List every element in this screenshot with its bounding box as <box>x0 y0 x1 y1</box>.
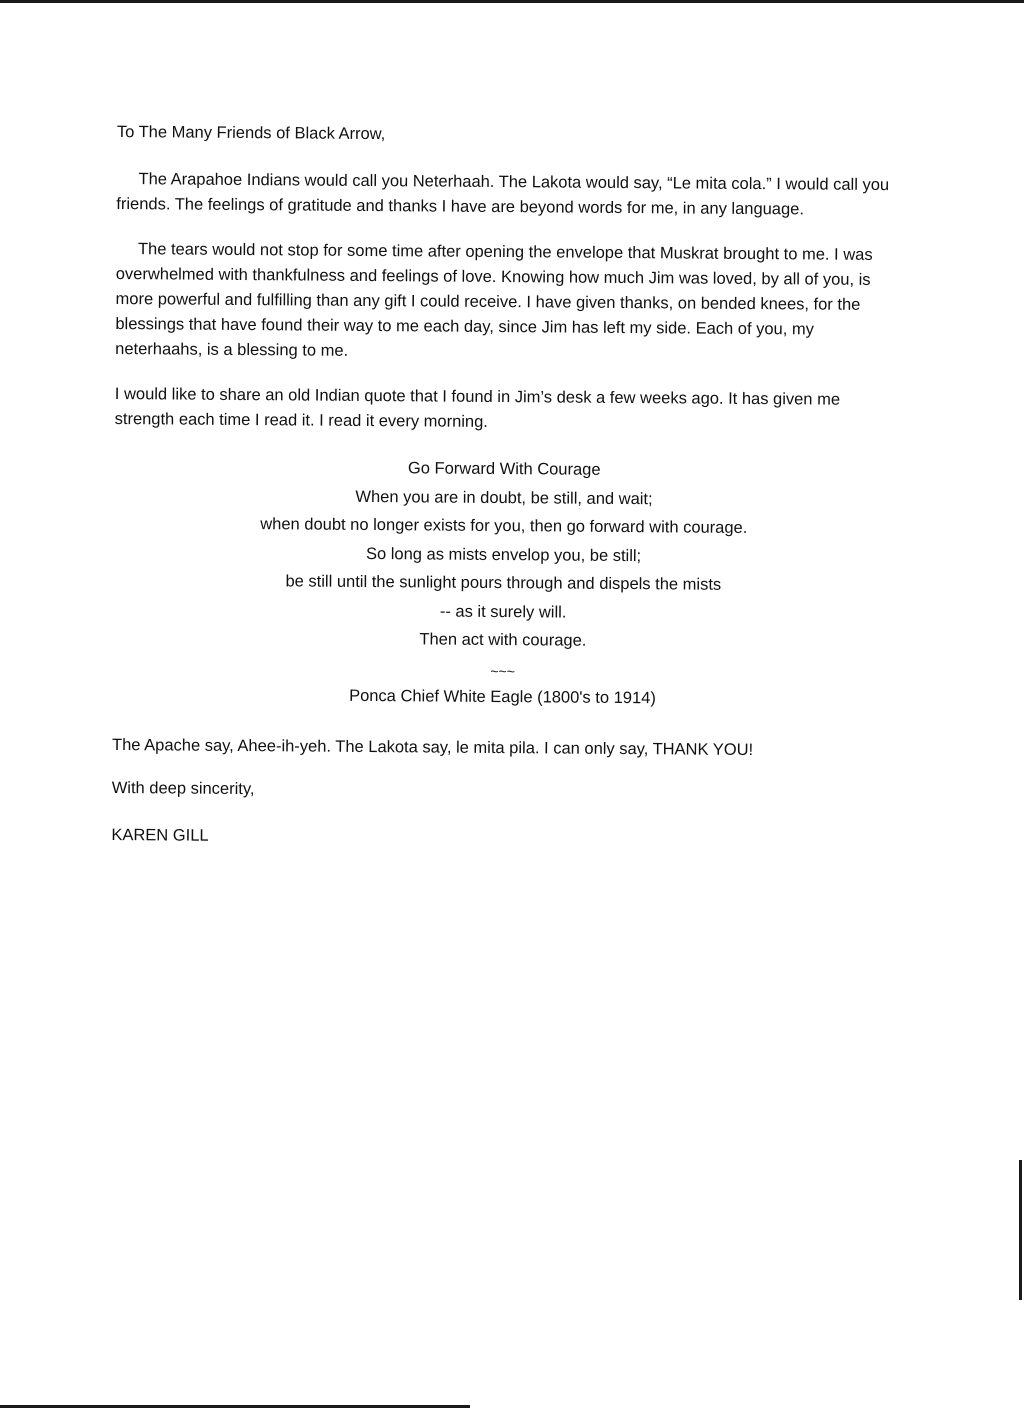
poem-line: When you are in doubt, be still, and wait; <box>355 487 653 508</box>
paragraph-tears: The tears would not stop for some time after opening the envelope that Muskrat brought to me. I was overwhelmed with thankfulness and feelings of love. Knowing how much Jim was loved, by all of you, is more powerful and fulfilling than any gift I could receive. I have given thanks, on bended knees, for the blessings that have found their way to me each day, since Jim has left my side. Each of you, my neterhaahs, is a blessing to me. <box>115 240 873 360</box>
poem-block <box>113 452 895 658</box>
signature: KAREN GILL <box>111 825 209 845</box>
paragraph-gratitude: The Arapahoe Indians would call you Neterhaah. The Lakota would say, “Le mita cola.” I would call you friends. The feelings of gratitude and thanks I have are beyond words for me, in any language. <box>116 170 890 219</box>
sign-off: With deep sincerity, <box>111 778 255 798</box>
poem-line: when doubt no longer exists for you, then go forward with courage. <box>260 515 748 537</box>
poem-attribution: Ponca Chief White Eagle (1800's to 1914) <box>349 686 656 707</box>
scan-right-edge <box>1019 1160 1022 1300</box>
poem-separator: ~~~ <box>490 662 516 679</box>
poem-line: be still until the sunlight pours through and dispels the mists <box>285 572 722 594</box>
poem-line: Then act with courage. <box>419 630 587 650</box>
salutation: To The Many Friends of Black Arrow, <box>116 122 386 144</box>
poem-line: So long as mists envelop you, be still; <box>365 544 642 565</box>
scan-top-edge <box>0 0 1024 3</box>
poem-line: -- as it surely will. <box>439 602 567 622</box>
poem-title: Go Forward With Courage <box>407 459 601 479</box>
closing-line: The Apache say, Ahee-ih-yeh. The Lakota say, le mita pila. I can only say, THANK YOU! <box>112 735 754 759</box>
paragraph-quote-intro: I would like to share an old Indian quote that I found in Jim’s desk a few weeks ago. It has given me strength each time I read it. I read it every morning. <box>114 384 841 431</box>
letter-body <box>111 120 897 854</box>
